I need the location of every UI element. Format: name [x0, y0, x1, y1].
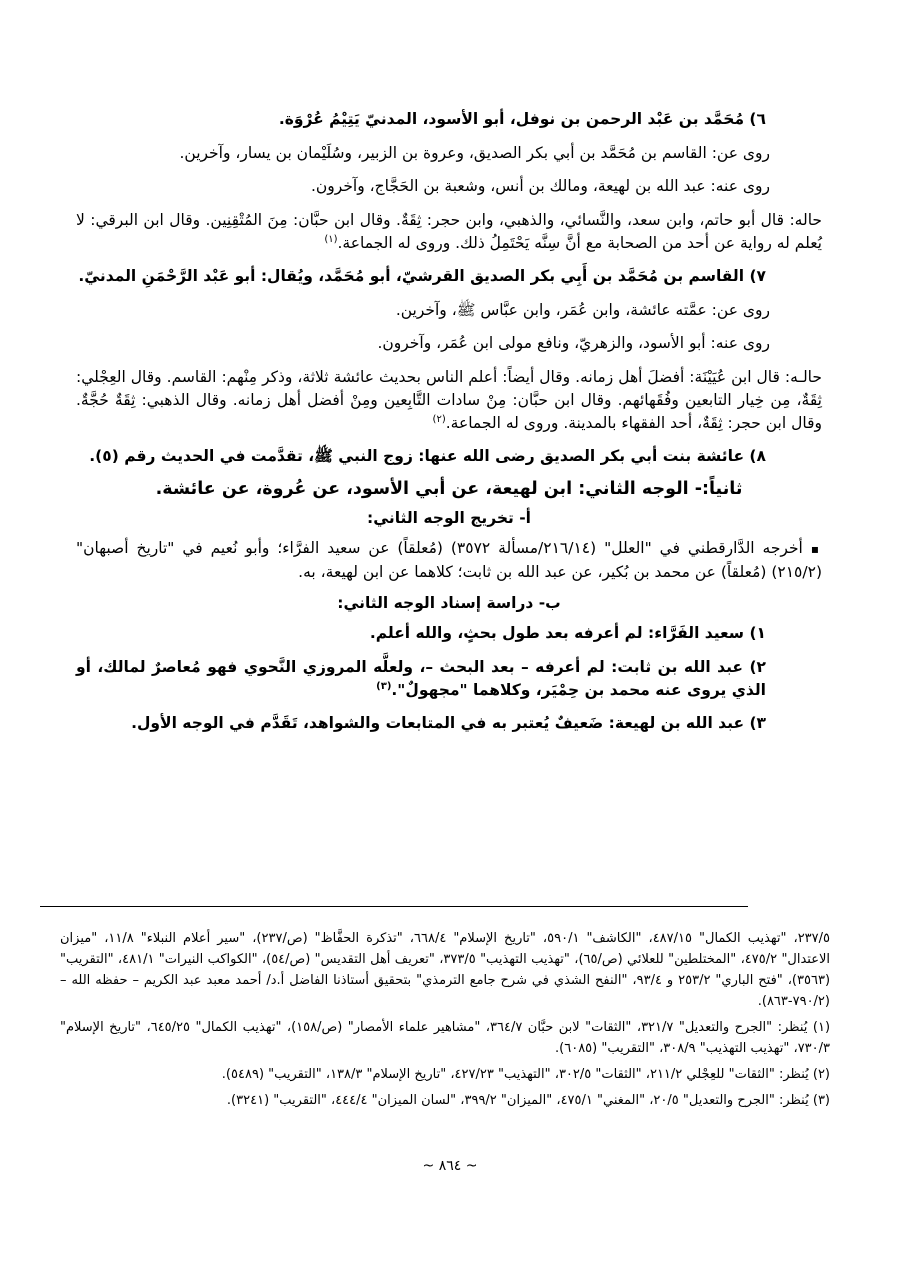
- takhrij-paragraph: ▪ أخرجه الدَّارقطني في "العلل" (٢١٦/١٤/مسألة ٣٥٧٢) (مُعلقاً) عن سعيد الفرَّاء؛ وأبو نُعيم في "تاريخ أصبهان" (٢١٥/٢) (مُعلقاً) عن محمد بن بُكير، عن عبد الله بن ثابت؛ كلاهما عن ابن لهيعة، به.: [76, 537, 822, 584]
- isnad-2: [76, 656, 822, 702]
- footnote-continuation: ٢٣٧/٥، "تهذيب الكمال" ٤٨٧/١٥، "الكاشف" ٥٩٠/١، "تاريخ الإسلام" ٦٦٨/٤، "تذكرة الحفَّاظ" (ص/٢٣٧)، "سير أعلام النبلاء" ١١/٨، "ميزان الاعتدال" ٤٧٥/٢، "المختلطين" للعلائي (ص/٦٥)، "تهذيب التهذيب" ٣٧٣/٥، "تعريف أهل التقديس" (ص/٥٤)، "الكواكب النيرات" ٤٨١/١، "التقريب" (٣٥٦٣)، "فتح الباري" ٢٥٣/٢ و ٩٣/٤، "النفح الشذي في شرح جامع الترمذي" بتحقيق أستاذنا الفاضل أ.د/ أحمد معبد عبد الكريم – حفظه الله – (٧٩٠/٢-٨٦٣).: [60, 931, 831, 1009]
- footnote-ref-3: (٣): [376, 680, 392, 692]
- page-number: ~ ٨٦٤ ~: [422, 1158, 478, 1174]
- subheading-isnad: ب- دراسة إسناد الوجه الثاني:: [337, 594, 561, 612]
- footnote-ref-2: (٢): [432, 413, 446, 425]
- narrator-8: ٨) عائشة بنت أبي بكر الصديق رضى الله عنها: زوج النبي ﷺ، تقدَّمت في الحديث رقم (٥).: [89, 447, 766, 465]
- narrator-6-hal-text: حاله: قال أبو حاتم، وابن سعد، والنَّسائي، والذهبي، وابن حجر: ثِقَةٌ. وقال ابن حبَّان: مِنَ المُتْقِنِين. وقال ابن البرقي: لا يُعلم له رواية عن أحد من الصحابة مع أنَّ سِنَّه يَحْتَمِلُ ذلك. وروى له الجماعة.: [76, 210, 822, 252]
- isnad-3: ٣) عبد الله بن لهيعة: ضَعيفٌ يُعتبر به في المتابعات والشواهد، تَقَدَّم في الوجه الأول.: [131, 714, 766, 732]
- narrator-6-rawa-an: روى عن: القاسم بن مُحَمَّد بن أبي بكر الصديق، وعروة بن الزبير، وسُلَيْمان بن يسار، وآخرين.: [179, 143, 770, 162]
- subheading-takhrij: أ- تخريج الوجه الثاني:: [367, 508, 531, 527]
- isnad-2-text: ٢) عبد الله بن ثابت: لم أعرفه – بعد البحث –، ولعلَّه المروزي النَّحوي فهو مُعاصرٌ لمالك، أو الذي يروى عنه محمد بن حِمْيَر، وكلاهما "مجهولٌ".: [76, 657, 766, 699]
- footnote-separator: [40, 906, 748, 907]
- footnote-3: (٣) يُنظر: "الجرح والتعديل" ٢٠/٥، "المغني" ٤٧٥/١، "الميزان" ٣٩٩/٢، "لسان الميزان" ٤٤٤/٤، "التقريب" (٣٢٤١).: [226, 1093, 830, 1108]
- footnote-2: (٢) يُنظر: "الثقات" للعِجْلي ٢١١/٢، "الثقات" ٣٠٢/٥، "التهذيب" ٤٢٧/٢٣، "تاريخ الإسلام" ١٣٨/٣، "التقريب" (٥٤٨٩).: [221, 1067, 830, 1082]
- footnote-1: (١) يُنظر: "الجرح والتعديل" ٣٢١/٧، "الثقات" لابن حبَّان ٣٦٤/٧، "مشاهير علماء الأمصار" (ص/١٥٨)، "تهذيب الكمال" ٦٤٥/٢٥، "تاريخ الإسلام" ٧٣٠/٣، "تهذيب التهذيب" ٣٠٨/٩، "التقريب" (٦٠٨٥).: [60, 1020, 831, 1056]
- narrator-7-rawa-anhu: روى عنه: أبو الأسود، والزهريّ، ونافع مولى ابن عُمَر، وآخرون.: [377, 334, 770, 352]
- main-text: [76, 108, 822, 746]
- narrator-7-heading: ٧) القاسم بن مُحَمَّد بن أَبِي بكر الصديق القرشيّ، أبو مُحَمَّد، ويُقال: أبو عَبْد الرَّحْمَنِ المدنيّ.: [78, 267, 766, 285]
- narrator-6-hal: [76, 209, 822, 255]
- narrator-7-hal-text: حالـه: قال ابن عُيَيْنَة: أفضلَ أهل زمانه. وقال أيضاً: أعلم الناس بحديث عائشة ثلاثة، وذكر مِنْهم: القاسم. وقال العِجْلي: ثِقَةٌ، مِن خِيار التابعين وفُقَهائهم. وقال ابن حبَّان: مِنْ سادات التَّابِعين ومِنْ أفضل أهل زمانه. وقال الذهبي: ثِقَةٌ حُجَّةٌ. وقال ابن حجر: ثِقَةٌ، أحد الفقهاء بالمدينة. وروى له الجماعة.: [76, 367, 822, 432]
- isnad-1: ١) سعيد الفَرَّاء: لم أعرفه بعد طول بحثٍ، والله أعلم.: [369, 624, 766, 642]
- narrator-7-hal: [76, 366, 822, 435]
- narrator-6-heading: ٦) مُحَمَّد بن عَبْد الرحمن بن نوفل، أبو الأسود، المدنيّ يَتِيْمُ عُرْوَة.: [278, 110, 766, 128]
- section-title: ثانياً:- الوجه الثاني: ابن لهيعة، عن أبي الأسود، عن عُروة، عن عائشة.: [155, 478, 743, 499]
- footnotes: [60, 928, 830, 1116]
- footnote-ref-1: (١): [324, 233, 338, 245]
- narrator-7-rawa-an: روى عن: عمَّته عائشة، وابن عُمَر، وابن عبَّاس ﷺ، وآخرين.: [395, 300, 770, 319]
- narrator-6-rawa-anhu: روى عنه: عبد الله بن لهيعة، ومالك بن أنس، وشعبة بن الحَجَّاج، وآخرون.: [311, 177, 770, 195]
